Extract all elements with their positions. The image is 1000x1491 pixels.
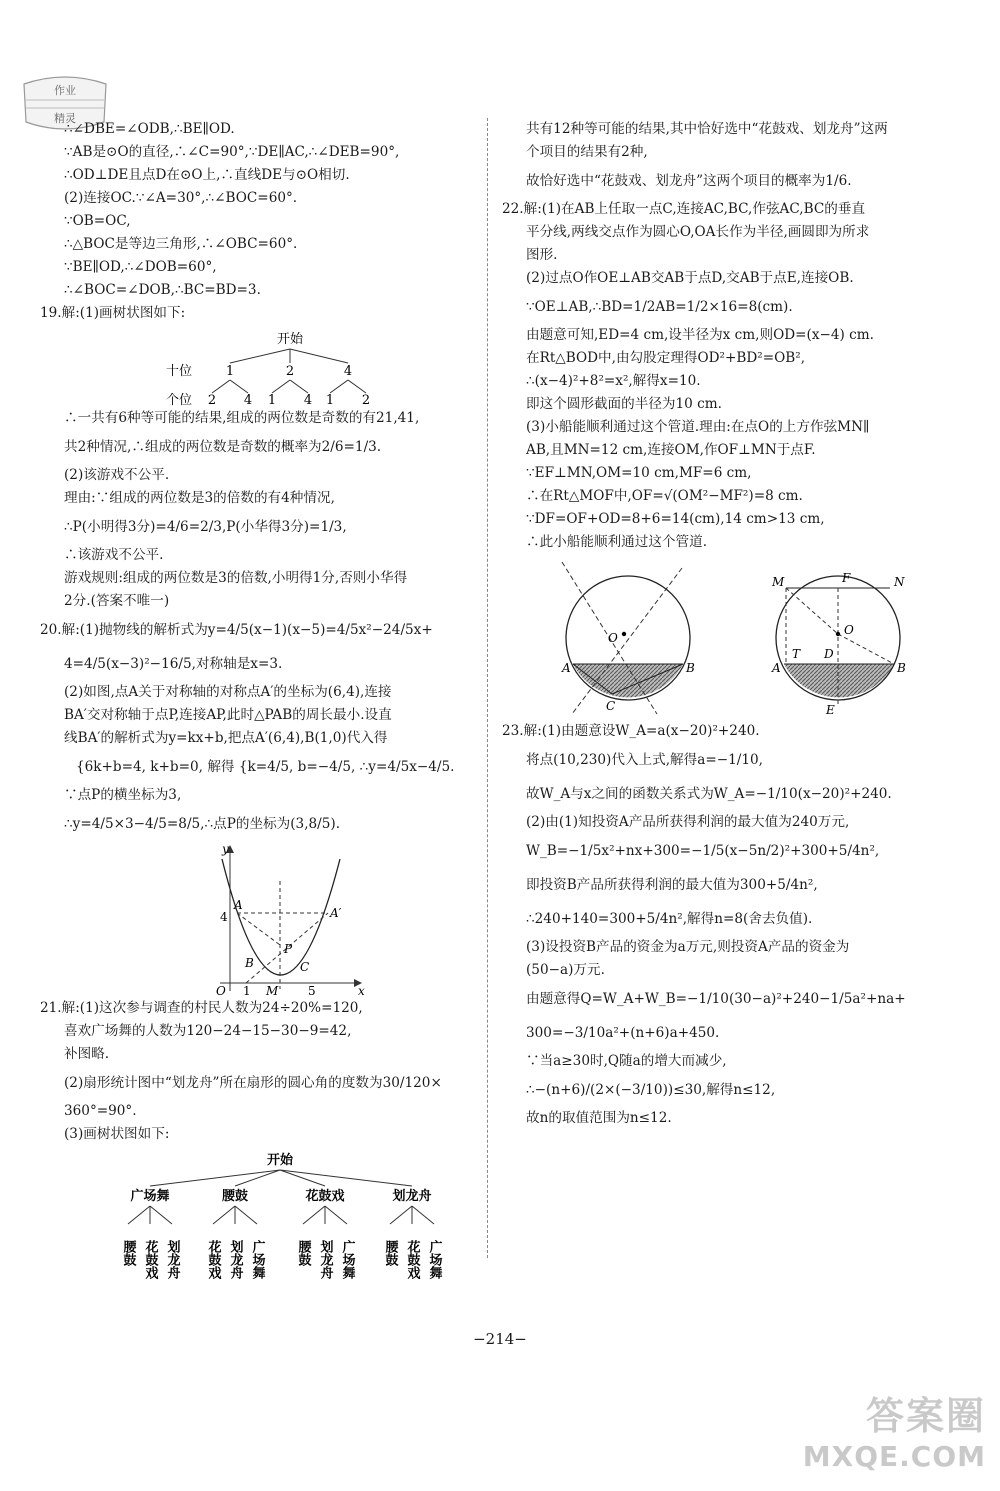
q21-line: (3)画树状图如下:	[64, 1126, 170, 1142]
q19-head: 19.解:(1)画树状图如下:	[40, 305, 186, 321]
q23-line: 故n的取值范围为n≤12.	[526, 1110, 672, 1126]
q19-tree-diagram	[40, 325, 480, 407]
fig2-label: E	[826, 703, 835, 717]
left-column	[40, 118, 480, 1296]
q21-tail-line: 共有12种等可能的结果,其中恰好选中“花鼓戏、划龙舟”这两	[526, 121, 888, 137]
q22-line: 即这个圆形截面的半径为10 cm.	[526, 396, 722, 412]
point-label: M	[266, 984, 279, 997]
q22-line: (3)小船能顺利通过这个管道.理由:在点O的上方作弦MN∥	[526, 419, 870, 435]
tree-node: 4	[343, 364, 353, 379]
fig2-label: T	[792, 647, 801, 661]
fig2-label: B	[897, 661, 906, 675]
tree-leaf: 2	[361, 393, 371, 407]
tree-root: 开始	[276, 332, 304, 347]
q23-line: 将点(10,230)代入上式,解得a=−1/10,	[526, 752, 763, 768]
q20-line: 20.解:(1)抛物线的解析式为y=4/5(x−1)(x−5)=4/5x²−24/5x+	[40, 622, 433, 638]
tree-leaf: 1	[325, 393, 335, 407]
point-label: A′	[330, 906, 342, 920]
tree-leaf: 划龙舟	[164, 1240, 180, 1279]
q18-line: ∴△BOC是等边三角形,∴∠OBC=60°.	[64, 236, 298, 252]
q22-line: ∴(x−4)²+8²=x²,解得x=10.	[526, 373, 701, 389]
tree-leaf: 腰鼓	[295, 1240, 311, 1266]
page-number: −214−	[473, 1330, 527, 1348]
tree-leaf: 划龙舟	[227, 1240, 243, 1279]
circle-figure-1	[561, 562, 695, 714]
fig2-label: O	[844, 623, 854, 637]
tree-leaf: 腰鼓	[120, 1240, 136, 1266]
tree-node: 广场舞	[130, 1189, 170, 1204]
y-axis-label: y	[222, 842, 229, 856]
fig2-label: F	[842, 571, 851, 585]
parabola-graph	[40, 841, 480, 997]
q22-line: 22.解:(1)在AB上任取一点C,连接AC,BC,作弦AC,BC的垂直	[502, 201, 866, 217]
tree-row-label: 个位	[166, 393, 193, 407]
q23-line: 由题意得Q=W_A+W_B=−1/10(30−a)²+240−1/5a²+na+	[526, 991, 906, 1007]
q20-line: (2)如图,点A关于对称轴的对称点A′的坐标为(6,4),连接	[64, 684, 392, 700]
tree-node: 划龙舟	[392, 1189, 432, 1204]
q23-line: ∴240+140=300+5/4n²,解得n=8(舍去负值).	[526, 911, 813, 927]
fig1-label: C	[606, 699, 616, 713]
tree-leaf: 花鼓戏	[404, 1240, 420, 1279]
column-divider	[487, 118, 488, 1258]
q19-line: 游戏规则:组成的两位数是3的倍数,小明得1分,否则小华得	[64, 570, 408, 586]
fig2-label: A	[772, 661, 781, 675]
origin-label: O	[216, 984, 226, 997]
point-label: A	[234, 898, 243, 912]
q23-line: ∵当a≥30时,Q随a的增大而减少,	[526, 1053, 727, 1069]
q22-line: 由题意可知,ED=4 cm,设半径为x cm,则OD=(x−4) cm.	[526, 327, 874, 343]
q19-line: 共2种情况,∴组成的两位数是奇数的概率为2/6=1/3.	[64, 439, 382, 455]
tree-leaf: 2	[207, 393, 217, 407]
y-tick: 4	[220, 910, 228, 924]
tree-leaf: 广场舞	[426, 1240, 442, 1279]
tree-leaf: 广场舞	[339, 1240, 355, 1279]
tree-leaf: 花鼓戏	[205, 1240, 221, 1279]
q19-line: ∴P(小明得3分)=4/6=2/3,P(小华得3分)=1/3,	[64, 519, 347, 535]
tree-leaf: 4	[303, 393, 313, 407]
q21-line: 21.解:(1)这次参与调查的村民人数为24÷20%=120,	[40, 1000, 363, 1016]
q20-line: 线BA′的解析式为y=kx+b,把点A′(6,4),B(1,0)代入得	[64, 730, 388, 746]
q21-line: 喜欢广场舞的人数为120−24−15−30−9=42,	[64, 1023, 352, 1039]
q19-line: (2)该游戏不公平.	[64, 467, 170, 483]
tree-leaf: 花鼓戏	[142, 1240, 158, 1279]
fig1-label: B	[686, 661, 695, 675]
circle-figure-2	[771, 571, 906, 717]
stamp-bottom-text: 精灵	[54, 112, 76, 125]
q23-line: 23.解:(1)由题意设W_A=a(x−20)²+240.	[502, 723, 760, 739]
parabola-curve	[222, 859, 340, 975]
q21-tail-line: 个项目的结果有2种,	[526, 144, 648, 160]
q22-line: ∴此小船能顺利通过这个管道.	[526, 534, 708, 550]
q20-line: 4=4/5(x−3)²−16/5,对称轴是x=3.	[64, 656, 283, 672]
q21-line: 360°=90°.	[64, 1103, 137, 1119]
q18-line: ∴∠DBE=∠ODB,∴BE∥OD.	[64, 121, 235, 137]
tree-leaf: 广场舞	[249, 1240, 265, 1279]
fig2-label: D	[824, 647, 834, 661]
q21-line: 补图略.	[64, 1046, 110, 1062]
q20-line: BA′交对称轴于点P,连接AP,此时△PAB的周长最小.设直	[64, 707, 392, 723]
q22-line: 图形.	[526, 247, 558, 263]
stamp-top-text: 作业	[54, 84, 76, 97]
q23-line: 故W_A与x之间的函数关系式为W_A=−1/10(x−20)²+240.	[526, 786, 892, 802]
tree-leaf: 1	[267, 393, 277, 407]
q22-line: ∵DF=OF+OD=8+6=14(cm),14 cm>13 cm,	[526, 511, 825, 527]
tree-node: 花鼓戏	[305, 1189, 345, 1204]
tree-node: 腰鼓	[221, 1189, 249, 1204]
tree-leaf: 腰鼓	[382, 1240, 398, 1266]
fig1-label: A	[562, 661, 571, 675]
tree-row-label: 十位	[166, 364, 193, 379]
fig1-label: O	[608, 631, 618, 645]
x-axis-label: x	[358, 984, 365, 997]
q18-line: ∵AB是⊙O的直径,∴∠C=90°,∵DE∥AC,∴∠DEB=90°,	[64, 144, 400, 160]
q19-line: 理由:∵组成的两位数是3的倍数的有4种情况,	[64, 490, 335, 506]
watermark-url: MXQE.COM	[802, 1440, 986, 1473]
x-tick: 1	[243, 984, 251, 997]
q23-line: (3)设投资B产品的资金为a万元,则投资A产品的资金为	[526, 939, 850, 955]
point-label: B	[245, 956, 254, 970]
q20-line: ∵点P的横坐标为3,	[64, 787, 182, 803]
q22-line: ∵OE⊥AB,∴BD=1/2AB=1/2×16=8(cm).	[526, 299, 793, 315]
point-label: C	[300, 960, 310, 974]
q23-line: (50−a)万元.	[526, 962, 605, 978]
q23-line: 即投资B产品所获得利润的最大值为300+5/4n²,	[526, 877, 818, 893]
fig2-label: N	[894, 575, 905, 589]
q22-line: 平分线,两线交点作为圆心O,OA长作为半径,画圆即为所求	[526, 224, 870, 240]
q18-line: (2)连接OC.∵∠A=30°,∴∠BOC=60°.	[64, 190, 298, 206]
tree-leaf: 4	[243, 393, 253, 407]
tree-leaf: 划龙舟	[317, 1240, 333, 1279]
watermark-brand: 答案圈	[865, 1394, 986, 1438]
point-label: P	[284, 942, 293, 956]
x-tick: 5	[308, 984, 316, 997]
q19-line: ∴该游戏不公平.	[64, 547, 164, 563]
q22-line: 在Rt△BOD中,由勾股定理得OD²+BD²=OB²,	[526, 350, 806, 366]
q23-line: (2)由(1)知投资A产品所获得利润的最大值为240万元,	[526, 814, 850, 830]
q22-line: ∵EF⊥MN,OM=10 cm,MF=6 cm,	[526, 465, 752, 481]
q22-line: AB,且MN=12 cm,连接OM,作OF⊥MN于点F.	[526, 442, 816, 458]
q18-line: ∴OD⊥DE且点D在⊙O上,∴直线DE与⊙O相切.	[64, 167, 350, 183]
watermark	[803, 1385, 986, 1473]
q20-line: {6k+b=4, k+b=0, 解得 {k=4/5, b=−4/5, ∴y=4/5x−4/5.	[76, 759, 455, 775]
q18-line: ∵BE∥OD,∴∠DOB=60°,	[64, 259, 217, 275]
q19-line: 2分.(答案不唯一)	[64, 593, 170, 609]
q19-line: ∴一共有6种等可能的结果,组成的两位数是奇数的有21,41,	[64, 410, 420, 426]
pipe-circle-figures	[502, 554, 962, 720]
tree-node: 1	[225, 364, 235, 379]
q22-line: ∴在Rt△MOF中,OF=√(OM²−MF²)=8 cm.	[526, 488, 803, 504]
tree-root: 开始	[266, 1153, 294, 1168]
right-column	[502, 118, 962, 1130]
q22-line: (2)过点O作OE⊥AB交AB于点D,交AB于点E,连接OB.	[526, 270, 854, 286]
q18-line: ∵OB=OC,	[64, 213, 131, 229]
q21-tree-diagram	[40, 1146, 480, 1296]
q23-line: 300=−3/10a²+(n+6)a+450.	[526, 1025, 720, 1041]
q21-line: (2)扇形统计图中“划龙舟”所在扇形的圆心角的度数为30/120×	[64, 1075, 442, 1091]
fig2-label: M	[772, 575, 785, 589]
q23-line: W_B=−1/5x²+nx+300=−1/5(x−5n/2)²+300+5/4n²,	[526, 843, 880, 859]
q20-line: ∴y=4/5×3−4/5=8/5,∴点P的坐标为(3,8/5).	[64, 816, 341, 832]
q18-line: ∴∠BOC=∠DOB,∴BC=BD=3.	[64, 282, 261, 298]
tree-node: 2	[285, 364, 295, 379]
q23-line: ∴−(n+6)/(2×(−3/10))≤30,解得n≤12,	[526, 1082, 776, 1098]
q21-tail-line: 故恰好选中“花鼓戏、划龙舟”这两个项目的概率为1/6.	[526, 173, 852, 189]
